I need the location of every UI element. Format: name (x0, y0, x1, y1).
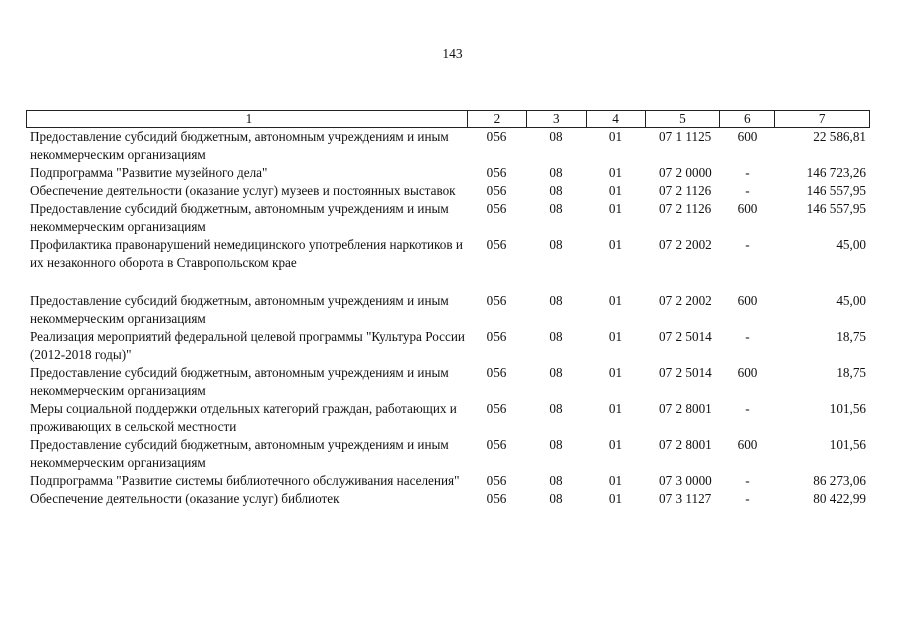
row-col-4: 01 (608, 293, 623, 308)
row-col-5: 07 2 1126 (659, 183, 712, 198)
row-col-4: 01 (608, 129, 623, 144)
row-col-3: 08 (549, 437, 563, 452)
row-col-5: 07 2 1126 (659, 201, 712, 216)
row-col-4: 01 (608, 237, 623, 252)
row-col-7: 146 723,26 (806, 165, 866, 180)
row-col-7: 22 586,81 (813, 129, 866, 144)
row-name: Профилактика правонарушений немедицинского употребления наркотиков и их незаконного оборота в Ставропольском крае (30, 237, 463, 270)
row-name: Подпрограмма "Развитие музейного дела" (30, 165, 268, 180)
row-col-6: - (745, 473, 750, 488)
row-col-4: 01 (608, 201, 623, 216)
table-row (26, 128, 870, 164)
header-col-2: 2 (467, 111, 526, 127)
row-col-5: 07 2 5014 (659, 365, 712, 380)
table-row (26, 182, 870, 200)
row-name: Предоставление субсидий бюджетным, автономным учреждениям и иным некоммерческим организациям (30, 437, 449, 470)
row-col-3: 08 (549, 473, 563, 488)
row-col-6: - (745, 183, 750, 198)
row-col-7: 146 557,95 (806, 183, 866, 198)
row-col-7: 18,75 (836, 329, 866, 344)
table-row (26, 400, 870, 436)
table-row (26, 436, 870, 472)
budget-table (26, 110, 870, 508)
row-col-2: 056 (486, 201, 507, 216)
table-row (26, 292, 870, 328)
row-name: Обеспечение деятельности (оказание услуг) музеев и постоянных выставок (30, 183, 456, 198)
header-col-3: 3 (526, 111, 586, 127)
row-name: Подпрограмма "Развитие системы библиотечного обслуживания населения" (30, 473, 460, 488)
header-col-6: 6 (719, 111, 774, 127)
row-col-7: 45,00 (836, 293, 866, 308)
row-col-2: 056 (486, 437, 507, 452)
row-col-6: - (745, 491, 750, 506)
row-name: Меры социальной поддержки отдельных категорий граждан, работающих и проживающих в сельской местности (30, 401, 457, 434)
row-col-4: 01 (608, 365, 623, 380)
row-col-5: 07 2 2002 (659, 237, 712, 252)
table-header (26, 110, 870, 128)
row-col-5: 07 2 2002 (659, 293, 712, 308)
row-col-4: 01 (608, 401, 623, 416)
table-body (26, 128, 870, 508)
row-col-2: 056 (486, 183, 507, 198)
row-col-3: 08 (549, 183, 563, 198)
row-col-2: 056 (486, 237, 507, 252)
row-col-7: 18,75 (836, 365, 866, 380)
row-col-2: 056 (486, 329, 507, 344)
row-col-5: 07 2 5014 (659, 329, 712, 344)
table-row (26, 364, 870, 400)
row-name: Предоставление субсидий бюджетным, автономным учреждениям и иным некоммерческим организациям (30, 201, 449, 234)
row-col-2: 056 (486, 473, 507, 488)
row-col-5: 07 2 8001 (659, 437, 712, 452)
row-col-2: 056 (486, 293, 507, 308)
row-col-6: - (745, 165, 750, 180)
row-col-5: 07 2 8001 (659, 401, 712, 416)
row-col-7: 101,56 (829, 437, 866, 452)
row-col-4: 01 (608, 165, 623, 180)
row-col-6: - (745, 237, 750, 252)
row-col-5: 07 1 1125 (659, 129, 712, 144)
row-col-3: 08 (549, 293, 563, 308)
row-col-7: 80 422,99 (813, 491, 866, 506)
row-col-2: 056 (486, 401, 507, 416)
table-row (26, 200, 870, 236)
row-col-5: 07 2 0000 (659, 165, 712, 180)
header-col-1: 1 (245, 111, 253, 126)
row-col-4: 01 (608, 183, 623, 198)
row-col-3: 08 (549, 491, 563, 506)
header-col-7: 7 (774, 111, 869, 127)
row-col-3: 08 (549, 201, 563, 216)
row-col-2: 056 (486, 129, 507, 144)
row-col-6: 600 (737, 437, 758, 452)
row-name: Предоставление субсидий бюджетным, автономным учреждениям и иным некоммерческим организациям (30, 129, 449, 162)
row-col-4: 01 (608, 329, 623, 344)
row-col-2: 056 (486, 165, 507, 180)
row-col-7: 45,00 (836, 237, 866, 252)
page-number: 143 (442, 46, 463, 61)
row-col-2: 056 (486, 491, 507, 506)
header-col-5: 5 (645, 111, 720, 127)
row-col-6: 600 (737, 365, 758, 380)
row-col-3: 08 (549, 365, 563, 380)
row-col-4: 01 (608, 473, 623, 488)
row-col-5: 07 3 0000 (659, 473, 712, 488)
table-row (26, 472, 870, 490)
row-col-7: 86 273,06 (813, 473, 866, 488)
header-col-4: 4 (586, 111, 645, 127)
row-col-5: 07 3 1127 (659, 491, 712, 506)
row-col-6: 600 (737, 293, 758, 308)
row-col-3: 08 (549, 165, 563, 180)
row-col-6: 600 (737, 201, 758, 216)
row-col-7: 146 557,95 (806, 201, 866, 216)
row-col-6: 600 (737, 129, 758, 144)
row-col-4: 01 (608, 491, 623, 506)
row-col-2: 056 (486, 365, 507, 380)
row-name: Предоставление субсидий бюджетным, автономным учреждениям и иным некоммерческим организациям (30, 293, 449, 326)
row-name: Предоставление субсидий бюджетным, автономным учреждениям и иным некоммерческим организациям (30, 365, 449, 398)
table-row (26, 164, 870, 182)
row-col-6: - (745, 329, 750, 344)
row-col-4: 01 (608, 437, 623, 452)
row-col-3: 08 (549, 329, 563, 344)
row-name: Реализация мероприятий федеральной целевой программы "Культура России (2012-2018 годы)" (30, 329, 465, 362)
row-col-3: 08 (549, 129, 563, 144)
row-col-6: - (745, 401, 750, 416)
row-col-3: 08 (549, 401, 563, 416)
row-col-7: 101,56 (829, 401, 866, 416)
row-name: Обеспечение деятельности (оказание услуг) библиотек (30, 491, 340, 506)
table-row (26, 328, 870, 364)
row-col-3: 08 (549, 237, 563, 252)
table-row (26, 236, 870, 272)
table-row (26, 490, 870, 508)
